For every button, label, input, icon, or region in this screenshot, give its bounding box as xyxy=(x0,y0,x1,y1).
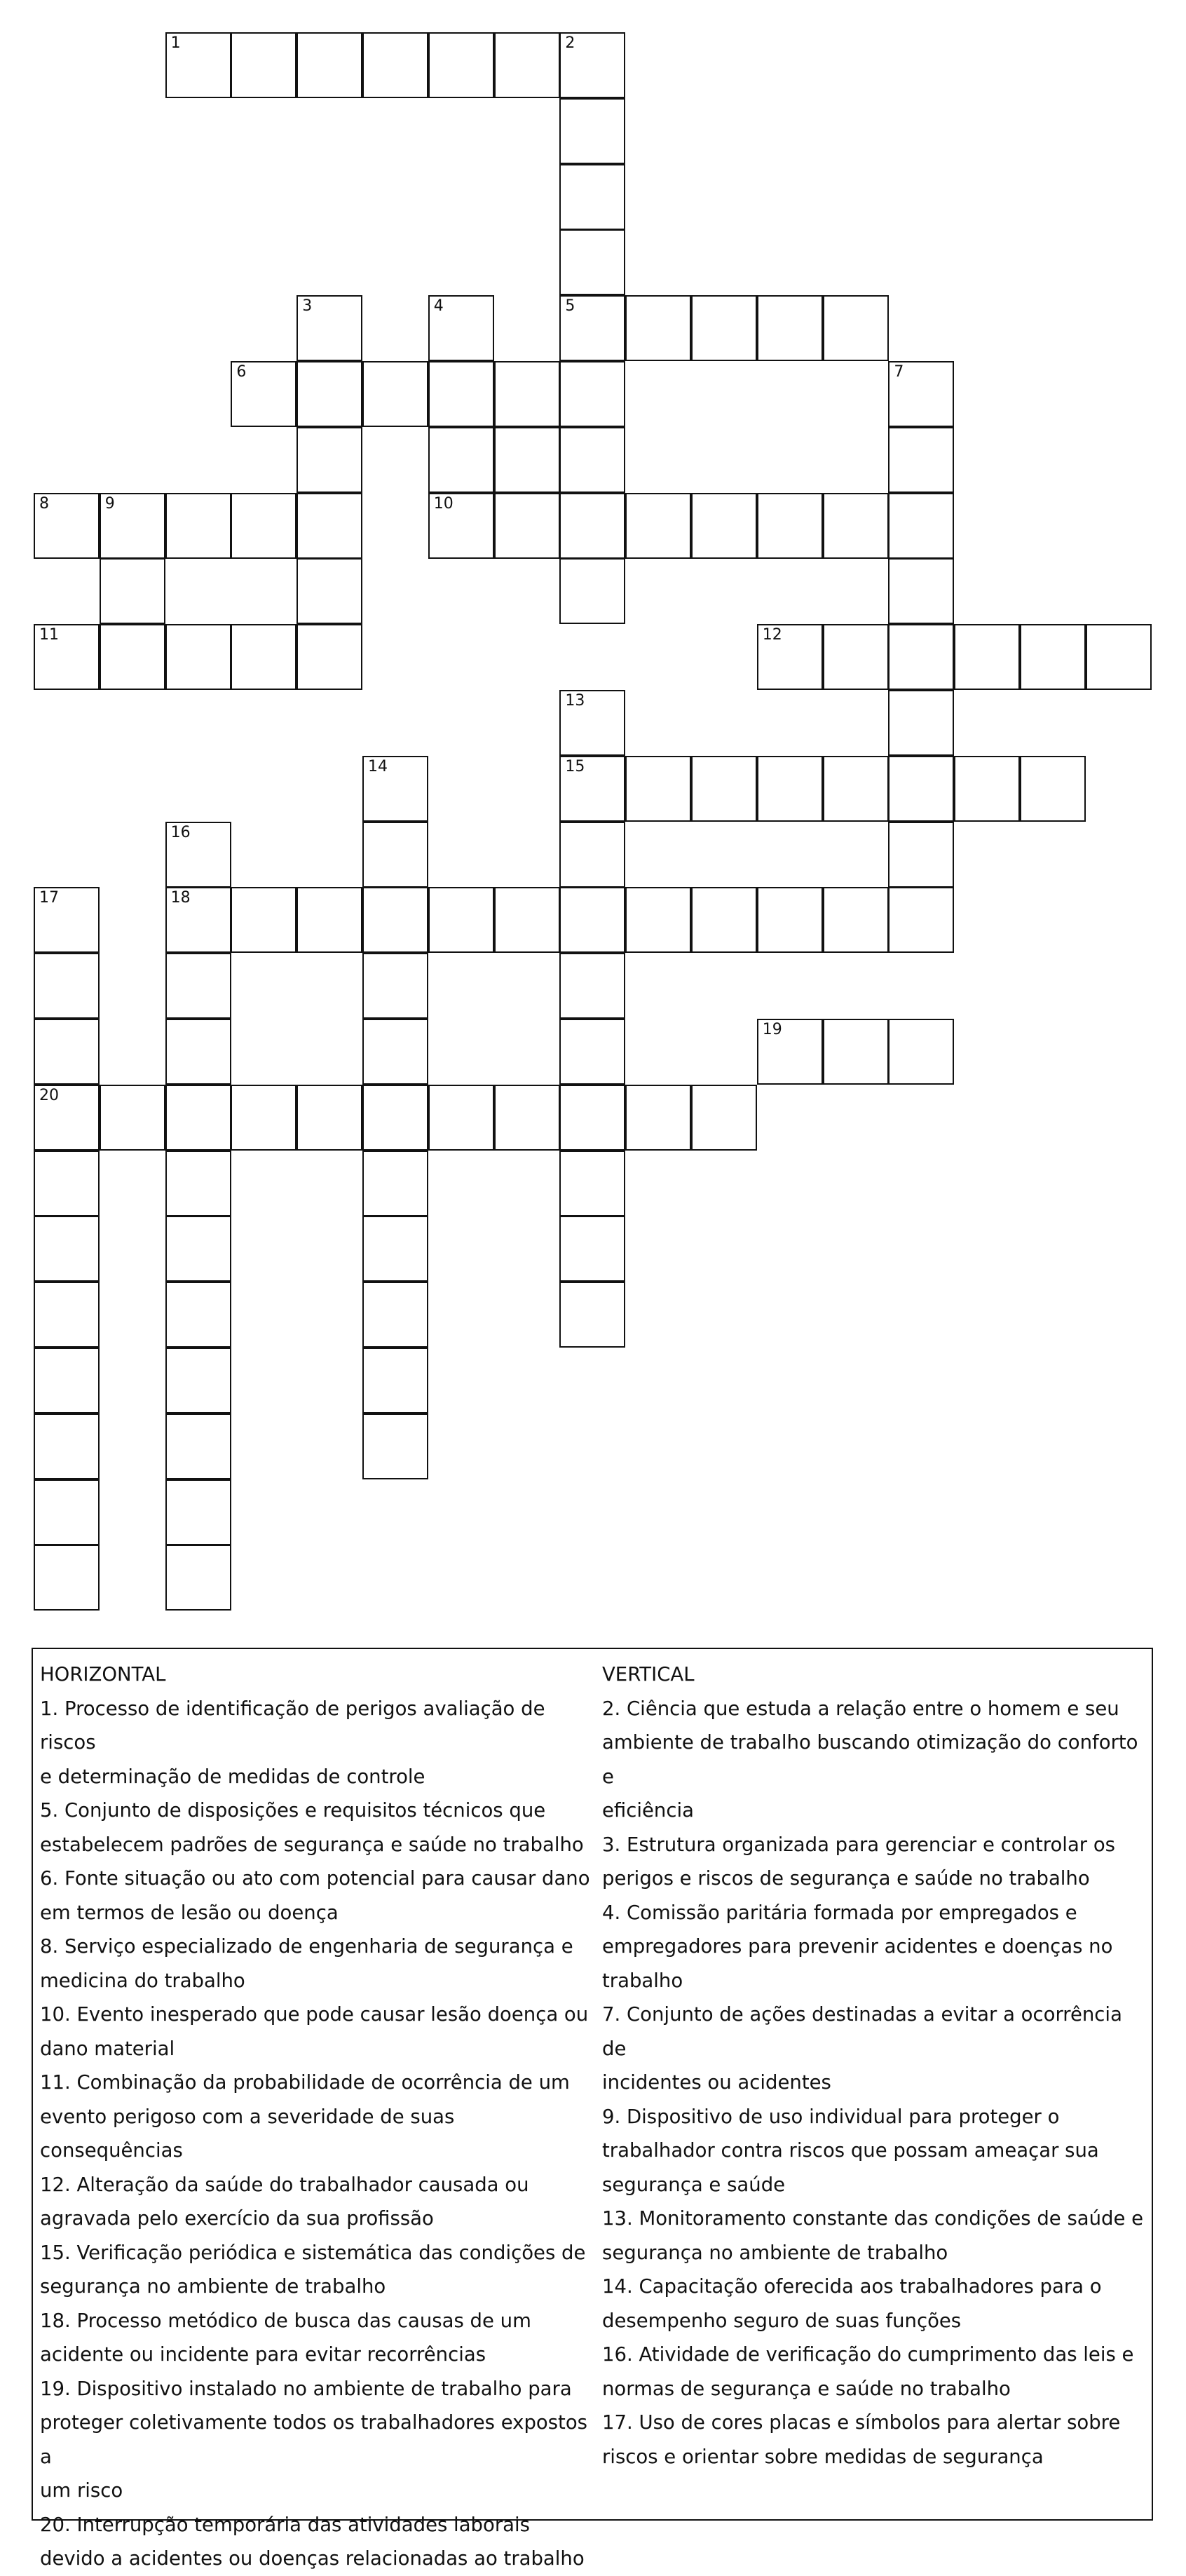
clue-line: e determinação de medidas de controle xyxy=(40,1765,425,1788)
crossword-cell[interactable] xyxy=(428,295,494,361)
clue-line: empregadores para prevenir acidentes e doenças no xyxy=(602,1935,1113,1958)
crossword-cell[interactable] xyxy=(296,558,362,624)
clue-line: desempenho seguro de suas funções xyxy=(602,2309,962,2332)
clue-line: 2. Ciência que estuda a relação entre o homem e seu xyxy=(602,1697,1119,1720)
clue-line: um risco xyxy=(40,2479,123,2502)
clue-line: medicina do trabalho xyxy=(40,1969,245,1992)
crossword-cell[interactable] xyxy=(888,361,954,427)
clue-line: 16. Atividade de verificação do cumprimento das leis e xyxy=(602,2343,1134,2366)
crossword-cell[interactable] xyxy=(362,1151,428,1216)
crossword-cell[interactable] xyxy=(625,887,691,953)
clue-number: 19 xyxy=(762,1021,782,1038)
crossword-cell[interactable] xyxy=(888,1019,954,1085)
crossword-cell[interactable] xyxy=(296,887,362,953)
crossword-cell[interactable] xyxy=(362,361,428,427)
clue-line: 4. Comissão paritária formada por empregados e xyxy=(602,1901,1077,1924)
crossword-cell[interactable] xyxy=(362,953,428,1019)
clue-number: 2 xyxy=(565,34,575,52)
crossword-cell[interactable] xyxy=(428,887,494,953)
crossword-cell[interactable] xyxy=(296,493,362,559)
crossword-cell[interactable] xyxy=(954,624,1020,690)
crossword-cell[interactable] xyxy=(165,493,231,559)
clue-number: 13 xyxy=(565,692,585,710)
crossword-cell[interactable] xyxy=(34,1019,100,1085)
crossword-cell[interactable] xyxy=(165,887,231,953)
horizontal-clue-list xyxy=(40,1692,601,2576)
crossword-cell[interactable] xyxy=(559,1282,625,1348)
crossword-cell[interactable] xyxy=(231,624,296,690)
crossword-cell[interactable] xyxy=(165,1348,231,1414)
clue-number: 1 xyxy=(170,34,181,52)
crossword-cell[interactable] xyxy=(428,1085,494,1151)
crossword-cell[interactable] xyxy=(757,887,823,953)
clue-line: proteger coletivamente todos os trabalhadores expostos a xyxy=(40,2411,587,2468)
crossword-cell[interactable] xyxy=(34,953,100,1019)
vertical-clues xyxy=(602,1649,1149,2474)
crossword-cell[interactable] xyxy=(625,493,691,559)
clue-number: 8 xyxy=(39,494,49,513)
crossword-cell[interactable] xyxy=(625,756,691,822)
crossword-cell[interactable] xyxy=(34,493,100,559)
clue-number: 5 xyxy=(565,297,575,316)
crossword-cell[interactable] xyxy=(494,1085,560,1151)
clue-line: segurança e saúde xyxy=(602,2173,786,2196)
clue-line: 19. Dispositivo instalado no ambiente de trabalho para xyxy=(40,2377,572,2400)
crossword-cell[interactable] xyxy=(231,32,296,98)
crossword-cell[interactable] xyxy=(888,493,954,559)
crossword-cell[interactable] xyxy=(165,1019,231,1085)
crossword-cell[interactable] xyxy=(888,756,954,822)
crossword-cell[interactable] xyxy=(1020,624,1086,690)
clue-line: em termos de lesão ou doença xyxy=(40,1901,339,1924)
crossword-cell[interactable] xyxy=(362,887,428,953)
clue-line: riscos e orientar sobre medidas de segurança xyxy=(602,2445,1044,2468)
crossword-cell[interactable] xyxy=(100,558,165,624)
clue-number: 14 xyxy=(368,757,388,775)
crossword-cell[interactable] xyxy=(296,295,362,361)
crossword-cell[interactable] xyxy=(559,1216,625,1282)
crossword-cell[interactable] xyxy=(231,361,296,427)
clue-line: agravada pelo exercício da sua profissão xyxy=(40,2207,434,2230)
clue-line: 1. Processo de identificação de perigos avaliação de riscos xyxy=(40,1697,545,1754)
clue-line: trabalho xyxy=(602,1969,683,1992)
crossword-cell[interactable] xyxy=(362,32,428,98)
crossword-cell[interactable] xyxy=(296,427,362,493)
clue-line: 20. Interrupção temporária das atividades laborais xyxy=(40,2513,530,2536)
crossword-cell[interactable] xyxy=(362,1414,428,1479)
crossword-cell[interactable] xyxy=(823,887,889,953)
clue-line: ambiente de trabalho buscando otimização do conforto e xyxy=(602,1731,1138,1788)
crossword-cell[interactable] xyxy=(428,361,494,427)
crossword-cell[interactable] xyxy=(559,98,625,164)
crossword-cell[interactable] xyxy=(165,32,231,98)
crossword-cell[interactable] xyxy=(823,295,889,361)
crossword-cell[interactable] xyxy=(888,690,954,756)
clue-line: segurança no ambiente de trabalho xyxy=(40,2275,386,2298)
crossword-cell[interactable] xyxy=(428,493,494,559)
horizontal-title: HORIZONTAL xyxy=(40,1663,166,1686)
crossword-cell[interactable] xyxy=(231,887,296,953)
clue-number: 17 xyxy=(39,889,59,907)
crossword-cell[interactable] xyxy=(362,822,428,888)
clue-number: 20 xyxy=(39,1086,59,1104)
clue-line: 7. Conjunto de ações destinadas a evitar a ocorrência de xyxy=(602,2003,1122,2060)
crossword-cell[interactable] xyxy=(559,427,625,493)
crossword-cell[interactable] xyxy=(165,1085,231,1151)
vertical-title: VERTICAL xyxy=(602,1663,695,1686)
crossword-cell[interactable] xyxy=(34,1151,100,1216)
crossword-cell[interactable] xyxy=(757,493,823,559)
vertical-clue-list xyxy=(602,1692,1149,2474)
clue-line: 17. Uso de cores placas e símbolos para alertar sobre xyxy=(602,2411,1121,2434)
clue-line: 5. Conjunto de disposições e requisitos técnicos que xyxy=(40,1799,546,1822)
crossword-cell[interactable] xyxy=(559,1019,625,1085)
clue-number: 3 xyxy=(302,297,313,316)
clue-number: 12 xyxy=(762,626,782,644)
crossword-cell[interactable] xyxy=(100,493,165,559)
crossword-cell[interactable] xyxy=(691,1085,757,1151)
clue-line: 10. Evento inesperado que pode causar lesão doença ou xyxy=(40,2003,589,2026)
crossword-cell[interactable] xyxy=(494,427,560,493)
crossword-cell[interactable] xyxy=(165,1414,231,1479)
crossword-cell[interactable] xyxy=(362,1019,428,1085)
crossword-cell[interactable] xyxy=(954,756,1020,822)
crossword-cell[interactable] xyxy=(691,887,757,953)
clue-line: 12. Alteração da saúde do trabalhador causada ou xyxy=(40,2173,529,2196)
clue-number: 9 xyxy=(104,494,115,513)
crossword-cell[interactable] xyxy=(691,295,757,361)
clue-line: segurança no ambiente de trabalho xyxy=(602,2241,948,2264)
crossword-cell[interactable] xyxy=(559,887,625,953)
clue-line: evento perigoso com a severidade de suas consequências xyxy=(40,2105,455,2162)
crossword-cell[interactable] xyxy=(231,1085,296,1151)
crossword-cell[interactable] xyxy=(494,493,560,559)
clues-box xyxy=(32,1648,1153,2570)
crossword-cell[interactable] xyxy=(559,493,625,559)
crossword-cell[interactable] xyxy=(757,1019,823,1085)
crossword-cell[interactable] xyxy=(559,756,625,822)
crossword-cell[interactable] xyxy=(34,1348,100,1414)
clue-line: 13. Monitoramento constante das condições de saúde e xyxy=(602,2207,1144,2230)
crossword-cell[interactable] xyxy=(823,756,889,822)
crossword-cell[interactable] xyxy=(494,32,560,98)
crossword-cell[interactable] xyxy=(231,493,296,559)
crossword-cell[interactable] xyxy=(888,558,954,624)
crossword-cell[interactable] xyxy=(165,1479,231,1545)
clue-line: incidentes ou acidentes xyxy=(602,2071,831,2094)
clue-line: normas de segurança e saúde no trabalho xyxy=(602,2377,1011,2400)
clue-number: 4 xyxy=(433,297,444,316)
crossword-cell[interactable] xyxy=(34,1216,100,1282)
clue-line: 3. Estrutura organizada para gerenciar e controlar os xyxy=(602,1833,1115,1856)
crossword-cell[interactable] xyxy=(559,953,625,1019)
crossword-cell[interactable] xyxy=(1020,756,1086,822)
crossword-cell[interactable] xyxy=(362,1348,428,1414)
clue-line: trabalhador contra riscos que possam ameaçar sua xyxy=(602,2139,1099,2162)
clue-number: 10 xyxy=(433,494,454,513)
crossword-cell[interactable] xyxy=(757,295,823,361)
crossword-cell[interactable] xyxy=(757,624,823,690)
crossword-cell[interactable] xyxy=(296,32,362,98)
crossword-cell[interactable] xyxy=(362,1216,428,1282)
crossword-cell[interactable] xyxy=(165,822,231,888)
crossword-cell[interactable] xyxy=(428,427,494,493)
crossword-cell[interactable] xyxy=(625,295,691,361)
crossword-cell[interactable] xyxy=(165,1545,231,1611)
crossword-cell[interactable] xyxy=(559,1085,625,1151)
clue-line: 18. Processo metódico de busca das causas de um xyxy=(40,2309,531,2332)
crossword-cell[interactable] xyxy=(362,756,428,822)
crossword-cell[interactable] xyxy=(559,164,625,230)
crossword-cell[interactable] xyxy=(34,1479,100,1545)
clue-line: estabelecem padrões de segurança e saúde no trabalho xyxy=(40,1833,584,1856)
crossword-cell[interactable] xyxy=(165,953,231,1019)
crossword-cell[interactable] xyxy=(888,427,954,493)
crossword-cell[interactable] xyxy=(559,1151,625,1216)
crossword-cell[interactable] xyxy=(494,361,560,427)
crossword-cell[interactable] xyxy=(296,1085,362,1151)
clue-number: 15 xyxy=(565,757,585,775)
crossword-cell[interactable] xyxy=(165,1151,231,1216)
crossword-cell[interactable] xyxy=(165,1216,231,1282)
crossword-cell[interactable] xyxy=(296,361,362,427)
crossword-cell[interactable] xyxy=(34,887,100,953)
crossword-cell[interactable] xyxy=(34,624,100,690)
clue-line: dano material xyxy=(40,2037,175,2060)
clue-line: 8. Serviço especializado de engenharia de segurança e xyxy=(40,1935,573,1958)
clue-line: 9. Dispositivo de uso individual para proteger o xyxy=(602,2105,1060,2128)
clue-line: perigos e riscos de segurança e saúde no trabalho xyxy=(602,1867,1090,1890)
crossword-cell[interactable] xyxy=(559,822,625,888)
crossword-cell[interactable] xyxy=(1086,624,1152,690)
crossword-cell[interactable] xyxy=(100,1085,165,1151)
crossword-cell[interactable] xyxy=(296,624,362,690)
clue-number: 18 xyxy=(170,889,191,907)
crossword-cell[interactable] xyxy=(823,624,889,690)
crossword-cell[interactable] xyxy=(559,558,625,624)
crossword-cell[interactable] xyxy=(625,1085,691,1151)
crossword-cell[interactable] xyxy=(823,1019,889,1085)
crossword-cell[interactable] xyxy=(559,32,625,98)
clue-line: 14. Capacitação oferecida aos trabalhadores para o xyxy=(602,2275,1102,2298)
clue-line: 6. Fonte situação ou ato com potencial para causar dano xyxy=(40,1867,590,1890)
clue-line: acidente ou incidente para evitar recorrências xyxy=(40,2343,486,2366)
crossword-cell[interactable] xyxy=(757,756,823,822)
crossword-cell[interactable] xyxy=(559,229,625,295)
crossword-cell[interactable] xyxy=(823,493,889,559)
crossword-cell[interactable] xyxy=(691,493,757,559)
crossword-cell[interactable] xyxy=(34,1545,100,1611)
horizontal-clues xyxy=(40,1649,601,2576)
clue-line: 15. Verificação periódica e sistemática das condições de xyxy=(40,2241,586,2264)
crossword-cell[interactable] xyxy=(888,822,954,888)
crossword-cell[interactable] xyxy=(34,1085,100,1151)
clue-number: 6 xyxy=(236,363,247,381)
crossword-cell[interactable] xyxy=(888,624,954,690)
crossword-cell[interactable] xyxy=(34,1414,100,1479)
clue-number: 7 xyxy=(894,363,904,381)
clue-number: 11 xyxy=(39,626,59,644)
crossword-cell[interactable] xyxy=(165,1282,231,1348)
crossword-cell[interactable] xyxy=(362,1282,428,1348)
clue-line: 11. Combinação da probabilidade de ocorrência de um xyxy=(40,2071,570,2094)
crossword-cell[interactable] xyxy=(100,624,165,690)
crossword-cell[interactable] xyxy=(165,624,231,690)
clue-number: 16 xyxy=(170,823,191,841)
crossword-cell[interactable] xyxy=(691,756,757,822)
crossword-cell[interactable] xyxy=(559,690,625,756)
crossword-cell[interactable] xyxy=(494,887,560,953)
clue-line: eficiência xyxy=(602,1799,694,1822)
crossword-cell[interactable] xyxy=(428,32,494,98)
crossword-cell[interactable] xyxy=(34,1282,100,1348)
crossword-cell[interactable] xyxy=(362,1085,428,1151)
crossword-cell[interactable] xyxy=(559,361,625,427)
crossword-cell[interactable] xyxy=(888,887,954,953)
crossword-cell[interactable] xyxy=(559,295,625,361)
clue-line: devido a acidentes ou doenças relacionadas ao trabalho xyxy=(40,2547,585,2570)
